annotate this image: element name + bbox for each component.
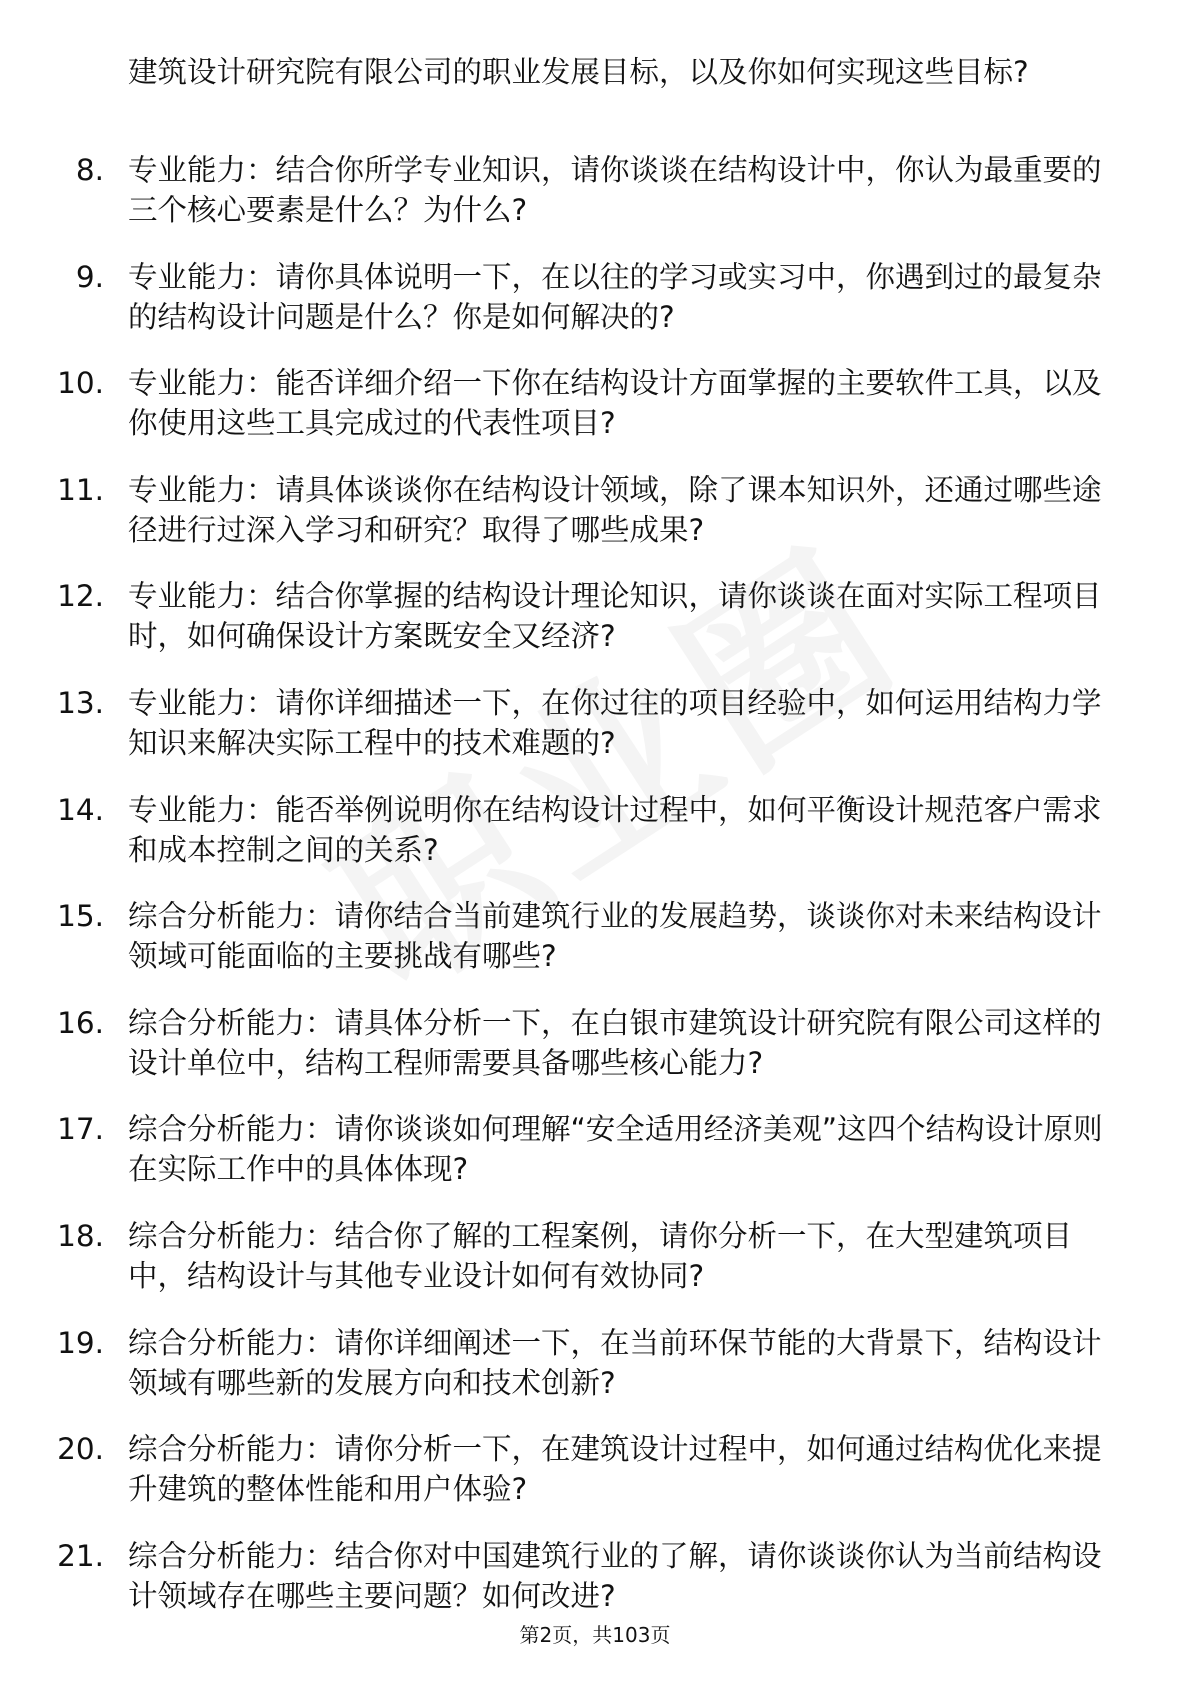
question-item — [0, 1323, 1190, 1430]
question-item — [0, 257, 1190, 364]
question-number: 13. — [57, 685, 104, 720]
question-number: 10. — [57, 366, 104, 401]
question-number: 16. — [57, 1005, 104, 1040]
question-number: 12. — [57, 579, 104, 614]
question-item — [0, 470, 1190, 577]
question-item — [0, 896, 1190, 1003]
question-text: 专业能力：请具体谈谈你在结构设计领域，除了课本知识外，还通过哪些途径进行过深入学习和研究？取得了哪些成果? — [128, 472, 1102, 547]
question-item — [0, 1109, 1190, 1216]
question-text: 综合分析能力：结合你对中国建筑行业的了解，请你谈谈你认为当前结构设计领域存在哪些主要问题？如何改进? — [128, 1538, 1102, 1613]
question-item — [0, 1216, 1190, 1323]
question-item — [0, 363, 1190, 470]
question-list — [0, 150, 1190, 1642]
question-number: 15. — [57, 899, 104, 934]
question-number: 11. — [57, 472, 104, 507]
question-text: 综合分析能力：请你详细阐述一下，在当前环保节能的大背景下，结构设计领域有哪些新的发展方向和技术创新? — [128, 1325, 1102, 1400]
question-text: 专业能力：请你详细描述一下，在你过往的项目经验中，如何运用结构力学知识来解决实际工程中的技术难题的? — [128, 685, 1102, 760]
question-text: 专业能力：能否详细介绍一下你在结构设计方面掌握的主要软件工具，以及你使用这些工具完成过的代表性项目? — [128, 366, 1102, 441]
page-number-footer: 第2页，共103页 — [519, 1623, 671, 1647]
question-item — [0, 150, 1190, 257]
question-item — [0, 1003, 1190, 1110]
question-text: 综合分析能力：请你结合当前建筑行业的发展趋势，谈谈你对未来结构设计领域可能面临的主要挑战有哪些? — [128, 899, 1102, 974]
question-text: 专业能力：能否举例说明你在结构设计过程中，如何平衡设计规范客户需求和成本控制之间的关系? — [128, 792, 1102, 867]
question-number: 17. — [57, 1112, 104, 1147]
question-number: 8. — [75, 153, 104, 187]
question-item — [0, 790, 1190, 897]
continued-question-text: 建筑设计研究院有限公司的职业发展目标，以及你如何实现这些目标? — [128, 55, 1029, 89]
question-text: 综合分析能力：请具体分析一下，在白银市建筑设计研究院有限公司这样的设计单位中，结构工程师需要具备哪些核心能力? — [128, 1005, 1102, 1080]
question-number: 19. — [57, 1325, 104, 1360]
question-number: 14. — [57, 792, 104, 827]
question-item — [0, 1429, 1190, 1536]
question-text: 综合分析能力：请你谈谈如何理解“安全适用经济美观”这四个结构设计原则在实际工作中的具体体现? — [128, 1112, 1103, 1187]
question-item — [0, 683, 1190, 790]
question-number: 9. — [75, 259, 104, 294]
question-text: 专业能力：结合你所学专业知识，请你谈谈在结构设计中，你认为最重要的三个核心要素是什么？为什么? — [128, 153, 1102, 227]
question-number: 21. — [57, 1538, 104, 1573]
question-text: 专业能力：结合你掌握的结构设计理论知识，请你谈谈在面对实际工程项目时，如何确保设计方案既安全又经济? — [128, 579, 1102, 654]
question-number: 18. — [57, 1218, 104, 1253]
question-text: 综合分析能力：请你分析一下，在建筑设计过程中，如何通过结构优化来提升建筑的整体性能和用户体验? — [128, 1432, 1102, 1507]
question-text: 综合分析能力：结合你了解的工程案例，请你分析一下，在大型建筑项目中，结构设计与其他专业设计如何有效协同? — [128, 1218, 1073, 1293]
question-text: 专业能力：请你具体说明一下，在以往的学习或实习中，你遇到过的最复杂的结构设计问题是什么？你是如何解决的? — [128, 259, 1102, 334]
question-item — [0, 576, 1190, 683]
question-number: 20. — [57, 1432, 104, 1467]
